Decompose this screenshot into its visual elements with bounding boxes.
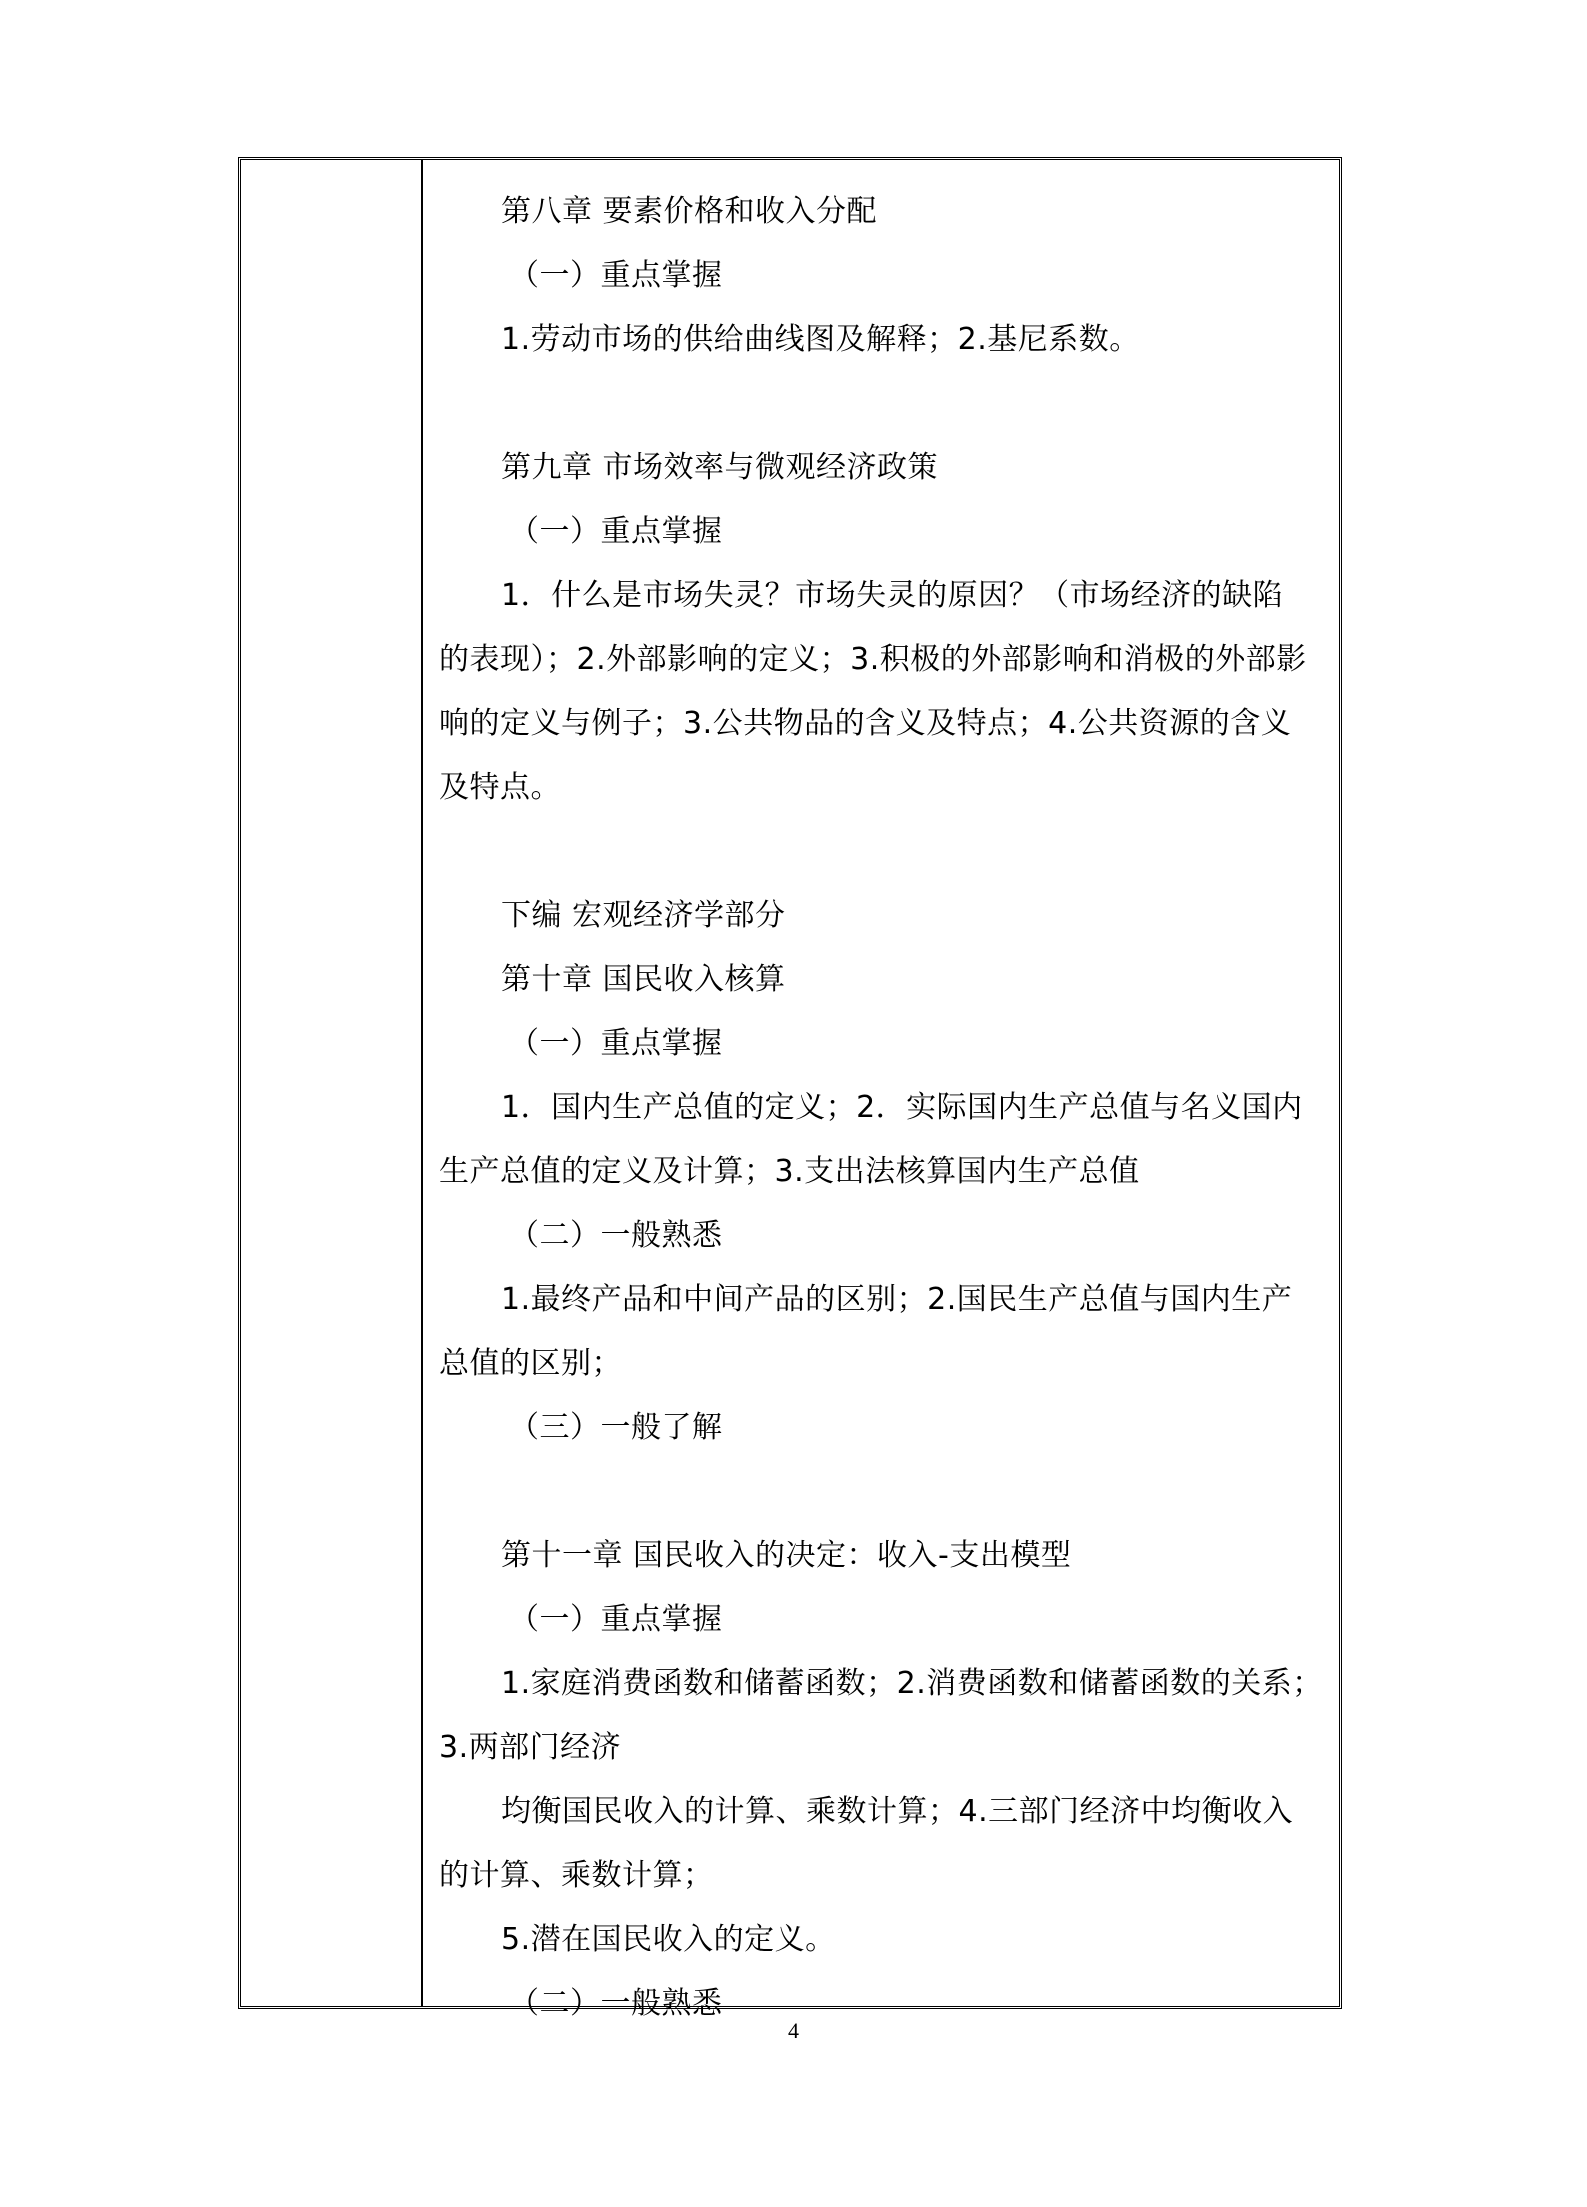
section-heading: （一）重点掌握 bbox=[509, 1602, 723, 1637]
chapter-heading: 第十章 国民收入核算 bbox=[501, 962, 786, 997]
spacer bbox=[439, 820, 1323, 884]
paragraph-line: 及特点。 bbox=[439, 770, 561, 805]
paragraph-line: 1.最终产品和中间产品的区别；2.国民生产总值与国内生产 bbox=[501, 1282, 1293, 1317]
chapter-heading: 第十一章 国民收入的决定：收入-支出模型 bbox=[501, 1538, 1072, 1573]
paragraph-line: 1．什么是市场失灵？市场失灵的原因？（市场经济的缺陷 bbox=[501, 578, 1284, 613]
section-heading: （一）重点掌握 bbox=[509, 258, 723, 293]
chapter-heading: 第九章 市场效率与微观经济政策 bbox=[501, 450, 939, 485]
page-number: 4 bbox=[788, 2018, 799, 2043]
paragraph-line: 响的定义与例子；3.公共物品的含义及特点；4.公共资源的含义 bbox=[439, 706, 1292, 741]
spacer bbox=[439, 1460, 1323, 1524]
section-heading: （一）重点掌握 bbox=[509, 514, 723, 549]
table-content-cell bbox=[424, 160, 1339, 2021]
section-heading: （二）一般熟悉 bbox=[509, 1218, 723, 1253]
part-heading: 下编 宏观经济学部分 bbox=[501, 898, 786, 933]
paragraph-line: 总值的区别； bbox=[439, 1346, 622, 1381]
syllabus-table bbox=[238, 157, 1342, 2021]
paragraph-line: 均衡国民收入的计算、乘数计算；4.三部门经济中均衡收入 bbox=[501, 1794, 1294, 1829]
spacer bbox=[439, 372, 1323, 436]
section-heading: （三）一般了解 bbox=[509, 1410, 723, 1445]
paragraph-line: 5.潜在国民收入的定义。 bbox=[501, 1922, 836, 1957]
paragraph-line: 的计算、乘数计算； bbox=[439, 1858, 714, 1893]
section-heading: （一）重点掌握 bbox=[509, 1026, 723, 1061]
paragraph-line: 1.家庭消费函数和储蓄函数；2.消费函数和储蓄函数的关系； bbox=[501, 1666, 1323, 1701]
section-heading: （二）一般熟悉 bbox=[509, 1986, 723, 2021]
paragraph-line: 1.劳动市场的供给曲线图及解释；2.基尼系数。 bbox=[501, 322, 1140, 357]
paragraph-line: 生产总值的定义及计算；3.支出法核算国内生产总值 bbox=[439, 1154, 1140, 1189]
paragraph-line: 1．国内生产总值的定义；2．实际国内生产总值与名义国内 bbox=[501, 1090, 1303, 1125]
paragraph-line: 的表现）；2.外部影响的定义；3.积极的外部影响和消极的外部影 bbox=[439, 642, 1307, 677]
chapter-heading: 第八章 要素价格和收入分配 bbox=[501, 194, 878, 229]
paragraph-line: 3.两部门经济 bbox=[439, 1730, 622, 1765]
table-left-column bbox=[241, 160, 423, 2006]
